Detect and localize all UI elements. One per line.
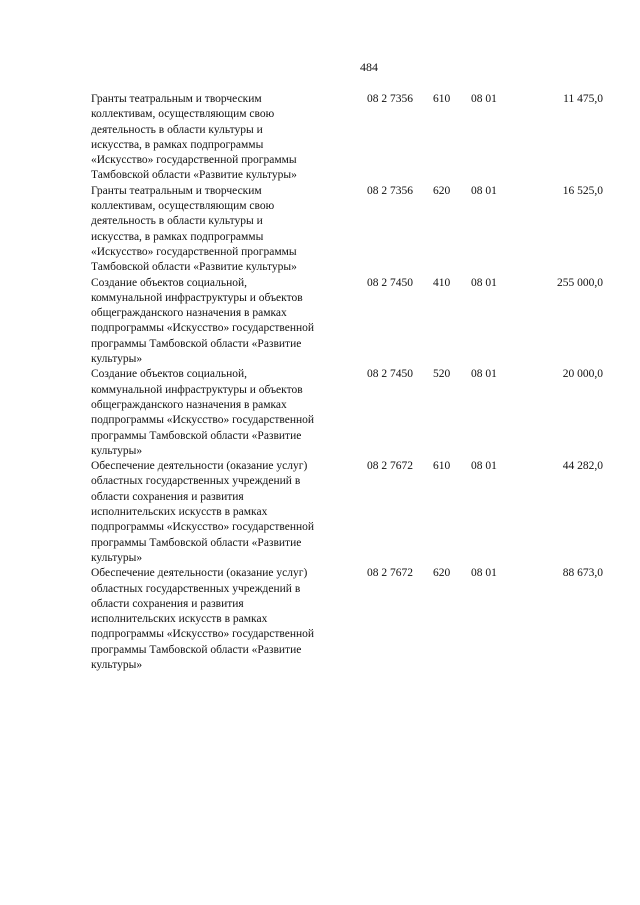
row-target-code: 08 2 7672 bbox=[367, 460, 413, 473]
row-description: Создание объектов социальной, коммунальной инфраструктуры и объектов общегражданского назначения в рамках подпрограммы «Искусство» государственной программы Тамбовской области «Развитие культуры» bbox=[91, 276, 315, 366]
row-expense-type: 410 bbox=[433, 276, 451, 289]
page-number: 484 bbox=[360, 60, 378, 74]
row-amount: 255 000,0 bbox=[557, 276, 603, 289]
row-description: Обеспечение деятельности (оказание услуг) областных государственных учреждений в области сохранения и развития исполнительских искусств в рамках подпрограммы «Искусство» государственной программы Тамбовской области «Развитие культуры» bbox=[91, 460, 315, 564]
table-row bbox=[91, 184, 603, 276]
table-row bbox=[91, 459, 603, 566]
row-amount: 88 673,0 bbox=[562, 567, 603, 580]
row-expense-type: 620 bbox=[433, 567, 451, 580]
row-description: Гранты театральным и творческим коллективам, осуществляющим свою деятельность в области культуры и искусства, в рамках подпрограммы «Искусство» государственной программы Тамбовской области «Развитие культуры» bbox=[91, 184, 297, 274]
row-description: Создание объектов социальной, коммунальной инфраструктуры и объектов общегражданского назначения в рамках подпрограммы «Искусство» государственной программы Тамбовской области «Развитие культуры» bbox=[91, 368, 315, 457]
row-section: 08 01 bbox=[471, 460, 497, 473]
table-row bbox=[91, 92, 603, 184]
row-expense-type: 610 bbox=[433, 93, 451, 105]
row-amount: 20 000,0 bbox=[562, 368, 603, 381]
row-target-code: 08 2 7450 bbox=[367, 368, 413, 381]
row-expense-type: 610 bbox=[433, 460, 451, 473]
table-row bbox=[91, 367, 603, 459]
row-section: 08 01 bbox=[471, 368, 497, 381]
row-expense-type: 620 bbox=[433, 184, 451, 197]
row-section: 08 01 bbox=[471, 184, 497, 197]
table-row bbox=[91, 276, 603, 368]
row-target-code: 08 2 7356 bbox=[367, 184, 413, 197]
row-target-code: 08 2 7450 bbox=[367, 276, 413, 289]
row-description: Обеспечение деятельности (оказание услуг) областных государственных учреждений в области сохранения и развития исполнительских искусств в рамках подпрограммы «Искусство» государственной программы Тамбовской области «Развитие культуры» bbox=[91, 567, 315, 671]
row-target-code: 08 2 7672 bbox=[367, 567, 413, 580]
row-expense-type: 520 bbox=[433, 368, 451, 381]
row-description: Гранты театральным и творческим коллективам, осуществляющим свою деятельность в области культуры и искусства, в рамках подпрограммы «Искусство» государственной программы Тамбовской области «Развитие культуры» bbox=[91, 93, 297, 182]
row-section: 08 01 bbox=[471, 276, 497, 289]
row-amount: 16 525,0 bbox=[562, 184, 603, 197]
budget-table bbox=[91, 92, 603, 673]
row-amount: 11 475,0 bbox=[563, 93, 603, 105]
table-row bbox=[91, 566, 603, 673]
row-target-code: 08 2 7356 bbox=[367, 93, 413, 105]
row-amount: 44 282,0 bbox=[562, 460, 603, 473]
row-section: 08 01 bbox=[471, 567, 497, 580]
row-section: 08 01 bbox=[471, 93, 497, 105]
